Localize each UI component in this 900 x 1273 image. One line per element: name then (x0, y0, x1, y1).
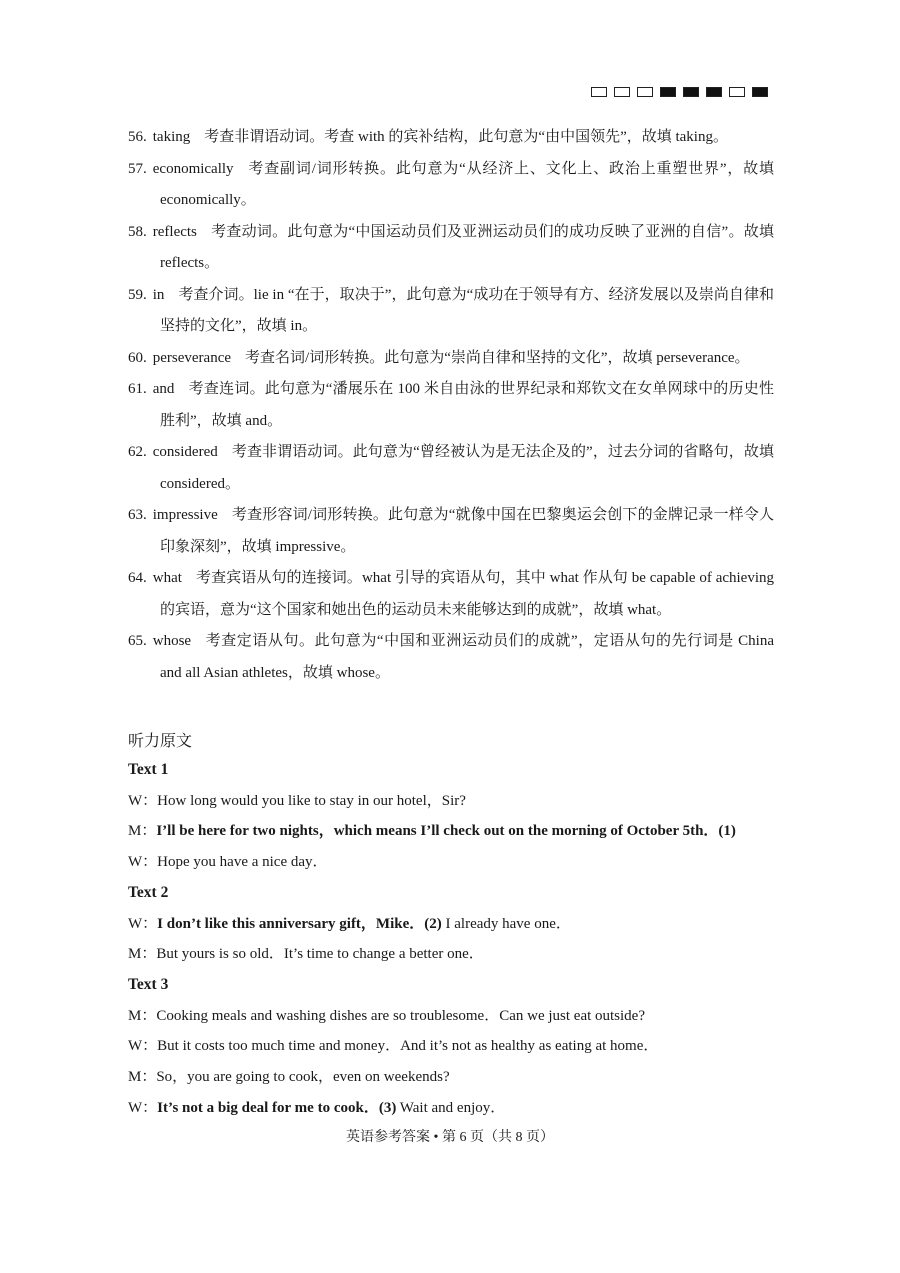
answer-word: taking (152, 129, 191, 145)
dialogue-text: Cooking meals and washing dishes are so troublesome．Can we just eat outside? (156, 1007, 646, 1024)
dialogue-line (128, 816, 774, 847)
dialogue-text: Wait and enjoy． (396, 1099, 506, 1116)
answer-word: economically (152, 160, 234, 177)
answer-explanation: 考查形容词/词形转换。此句意为“就像中国在巴黎奥运会创下的金牌记录一样令人印象深刻”，故填 impressive。 (160, 507, 774, 555)
answer-number: 60. (128, 349, 147, 366)
text-heading: Text 3 (128, 975, 169, 993)
answer-explanation: 考查宾语从句的连接词。what 引导的宾语从句，其中 what 作从句 be capable of achieving 的宾语，意为“这个国家和她出色的运动员未来能够达到的成就”，故填 what。 (160, 570, 774, 618)
answer-number: 61. (128, 381, 147, 397)
dialogue-line (128, 1001, 774, 1032)
speaker-label: M： (128, 823, 157, 840)
key-sentence: I don’t like this anniversary gift，Mike．(2) (157, 915, 442, 932)
answer-item (128, 500, 774, 563)
answer-explanation: 考查副词/词形转换。此句意为“从经济上、文化上、政治上重塑世界”，故填 economically。 (160, 160, 774, 208)
dialogue-line (128, 786, 774, 817)
dialogue-text: So，you are going to cook，even on weekends? (156, 1069, 450, 1086)
filled-box-mark (752, 87, 768, 97)
key-sentence: It’s not a big deal for me to cook．(3) (157, 1099, 397, 1116)
dialogue-text: I already have one． (441, 915, 571, 932)
answer-number: 62. (128, 444, 147, 460)
speaker-label: M： (128, 946, 157, 963)
dialogue-line (128, 847, 774, 878)
answer-number: 65. (128, 633, 147, 649)
dialogue-line (128, 939, 774, 970)
answer-word: impressive (152, 507, 218, 523)
answer-list (128, 122, 774, 689)
filled-box-mark (683, 87, 699, 97)
empty-box-mark (614, 87, 630, 97)
filled-box-mark (660, 87, 676, 97)
section-title: 听力原文 (128, 731, 193, 750)
answer-item (128, 626, 774, 689)
dialogue-line (128, 1093, 774, 1124)
answer-number: 56. (128, 129, 147, 145)
key-sentence: I’ll be here for two nights，which means I’ll check out on the morning of October 5th．(1) (156, 823, 736, 840)
answer-explanation: 考查定语从句。此句意为“中国和亚洲运动员们的成就”，定语从句的先行词是 China and all Asian athletes，故填 whose。 (160, 633, 774, 681)
page-marks (591, 87, 768, 97)
answer-explanation: 考查介词。lie in “在于，取决于”，此句意为“成功在于领导有方、经济发展以及崇尚自律和坚持的文化”，故填 in。 (160, 286, 774, 334)
page-footer: 英语参考答案 • 第 6 页（共 8 页） (346, 1130, 554, 1145)
answer-explanation: 考查连词。此句意为“潘展乐在 100 米自由泳的世界纪录和郑钦文在女单网球中的历史性胜利”，故填 and。 (160, 381, 774, 429)
answer-word: perseverance (152, 349, 232, 366)
answer-number: 63. (128, 507, 147, 523)
dialogue-text: Hope you have a nice day． (157, 854, 328, 871)
speaker-label: W： (128, 1099, 158, 1116)
speaker-label: W： (128, 1038, 158, 1055)
dialogue-text: But yours is so old．It’s time to change a better one． (156, 946, 484, 963)
filled-box-mark (706, 87, 722, 97)
dialogue-text: How long would you like to stay in our hotel，Sir? (157, 792, 466, 809)
text-heading: Text 1 (128, 761, 169, 778)
dialogue-line (128, 909, 774, 940)
dialogue-line (128, 1062, 774, 1093)
answer-word: what (152, 570, 182, 586)
answer-number: 64. (128, 570, 147, 586)
empty-box-mark (729, 87, 745, 97)
answer-word: whose (152, 633, 192, 649)
answer-number: 59. (128, 286, 147, 303)
answer-item (128, 122, 774, 154)
answer-number: 58. (128, 223, 147, 240)
speaker-label: M： (128, 1069, 157, 1086)
speaker-label: W： (128, 915, 158, 932)
speaker-label: M： (128, 1007, 157, 1024)
dialogue-line (128, 1031, 774, 1062)
answer-number: 57. (128, 160, 147, 177)
answer-word: considered (152, 444, 218, 460)
answer-explanation: 考查动词。此句意为“中国运动员们及亚洲运动员们的成功反映了亚洲的自信”。故填 reflects。 (160, 223, 774, 271)
answer-item (128, 563, 774, 626)
answer-item (128, 343, 774, 375)
speaker-label: W： (128, 792, 158, 809)
answer-item (128, 154, 774, 217)
answer-explanation: 考查名词/词形转换。此句意为“崇尚自律和坚持的文化”，故填 perseverance。 (245, 349, 750, 366)
answer-item (128, 374, 774, 437)
answer-item (128, 437, 774, 500)
dialogue-text: But it costs too much time and money．And it’s not as healthy as eating at home． (157, 1038, 659, 1055)
answer-item (128, 217, 774, 280)
answer-item (128, 280, 774, 343)
answer-word: in (152, 286, 165, 303)
listening-transcript (128, 755, 774, 1123)
speaker-label: W： (128, 854, 158, 871)
answer-word: and (152, 381, 175, 397)
empty-box-mark (591, 87, 607, 97)
text-heading: Text 2 (128, 883, 169, 901)
answer-word: reflects (152, 223, 197, 240)
empty-box-mark (637, 87, 653, 97)
answer-explanation: 考查非谓语动词。此句意为“曾经被认为是无法企及的”，过去分词的省略句，故填 considered。 (160, 444, 774, 492)
answer-explanation: 考查非谓语动词。考查 with 的宾补结构，此句意为“由中国领先”，故填 taking。 (204, 129, 728, 145)
